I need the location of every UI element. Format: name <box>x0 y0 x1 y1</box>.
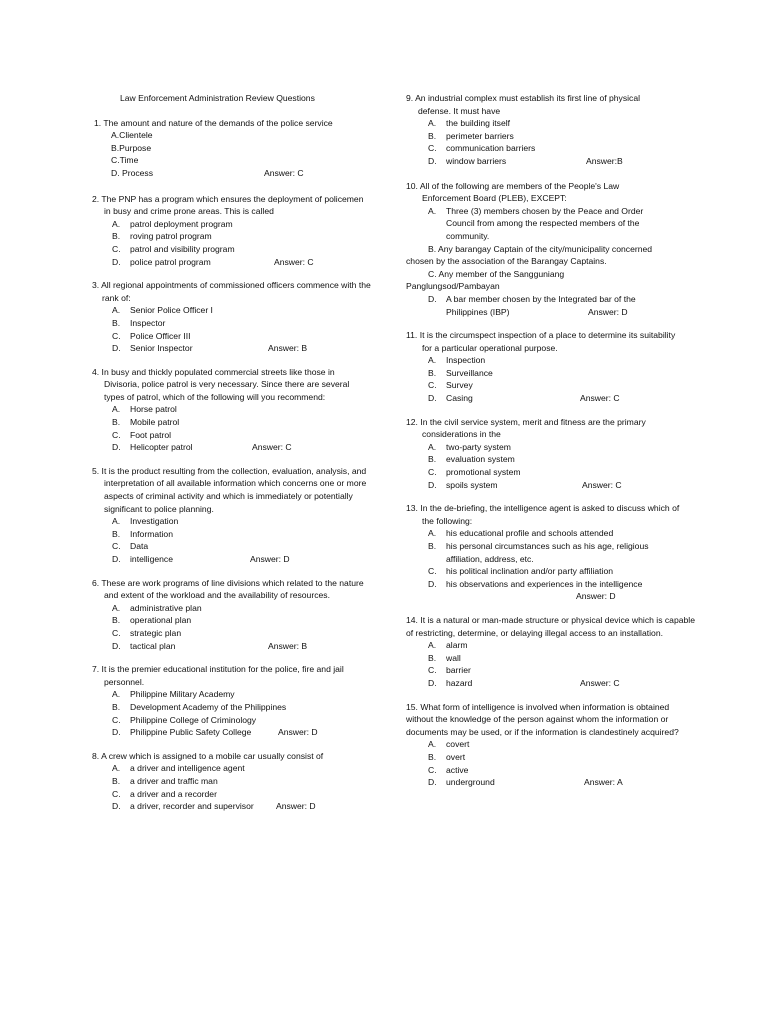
option-text: Senior Inspector <box>130 343 193 354</box>
option-d <box>92 800 372 813</box>
question-text: 2. The PNP has a program which ensures the deployment of policemen in busy and crime prone areas. This is called <box>92 193 364 217</box>
option-text: patrol and visibility program <box>130 243 235 254</box>
option-letter: B. <box>112 231 121 242</box>
question-1 <box>92 117 372 180</box>
option-text: his personal circumstances such as his age, religious affiliation, address, etc. <box>446 541 649 564</box>
option-text: evaluation system <box>446 454 515 465</box>
option-text: two-party system <box>446 441 511 452</box>
option-b <box>92 775 372 788</box>
option-letter: A. <box>112 602 121 613</box>
option-letter: A. <box>428 739 437 750</box>
option-text: his political inclination and/or party affiliation <box>446 566 614 577</box>
option-text: Information <box>130 528 173 539</box>
option-a <box>92 403 372 416</box>
option-text: Philippine Public Safety College <box>130 727 252 738</box>
option-text: operational plan <box>130 615 192 626</box>
question-text: 15. What form of intelligence is involved when information is obtained without the knowledge of the person against whom the information or documents may be used, or if the information is clandestinely acquired? <box>406 701 679 737</box>
option-letter: B. <box>428 243 437 254</box>
option-letter: C. <box>428 143 437 154</box>
option-letter: B. <box>112 615 121 626</box>
option-text: Survey <box>446 380 473 391</box>
option-letter: A. <box>112 218 121 229</box>
answer-label: Answer: D <box>250 554 290 564</box>
option-letter: C. <box>428 268 437 279</box>
option-letter: A. <box>428 118 437 129</box>
option-text: his observations and experiences in the intelligence <box>446 578 643 589</box>
option-text: a driver and intelligence agent <box>130 763 245 774</box>
option-c <box>92 330 372 343</box>
option-text: Clientele <box>119 130 153 141</box>
option-text: Time <box>119 155 139 166</box>
option-letter: D. <box>428 155 437 166</box>
option-text: barrier <box>446 665 471 676</box>
option-text: a driver and a recorder <box>130 788 217 799</box>
option-text: tactical plan <box>130 640 176 651</box>
option-letter: D. <box>112 343 121 354</box>
option-text: spoils system <box>446 479 498 490</box>
option-b <box>406 130 696 143</box>
option-d <box>406 677 696 690</box>
option-c <box>92 788 372 801</box>
option-letter: A. <box>111 130 120 141</box>
option-a <box>92 688 372 701</box>
option-a <box>92 515 372 528</box>
option-letter: C. <box>428 665 437 676</box>
option-text: promotional system <box>446 467 521 478</box>
question-text: 3. All regional appointments of commissioned officers commence with the rank of: <box>92 280 371 303</box>
option-text: a driver, recorder and supervisor <box>130 801 254 812</box>
option-letter: D. <box>112 442 121 453</box>
question-text: 14. It is a natural or man-made structure or physical device which is capable of restricting, determine, or delaying illegal access to an installation. <box>406 614 695 638</box>
option-text: administrative plan <box>130 602 202 613</box>
option-letter: D. <box>112 727 121 738</box>
option-letter: A. <box>112 516 121 527</box>
option-letter: B. <box>112 701 121 712</box>
question-11 <box>406 329 696 405</box>
option-letter: C. <box>428 566 437 577</box>
option-b <box>406 540 684 565</box>
option-text: Inspector <box>130 317 166 328</box>
option-b <box>92 317 372 330</box>
option-letter: D. <box>428 677 437 688</box>
option-b <box>92 528 372 541</box>
answer-label: Answer: C <box>274 256 314 267</box>
option-text: Purpose <box>119 142 152 153</box>
option-letter: D. <box>428 479 437 490</box>
option-b <box>406 751 696 764</box>
option-letter: B. <box>428 130 437 141</box>
option-letter: A. <box>428 640 437 651</box>
option-c <box>406 664 696 677</box>
option-text: police patrol program <box>130 256 211 267</box>
question-text: 12. In the civil service system, merit and fitness are the primary considerations in the <box>406 416 646 440</box>
option-a <box>406 738 696 751</box>
option-b <box>92 701 372 714</box>
option-letter: A. <box>112 305 121 316</box>
option-letter: D. <box>112 640 121 651</box>
question-text: 9. An industrial complex must establish its first line of physical defense. It must have <box>406 93 641 116</box>
question-7 <box>92 663 372 739</box>
question-text: 7. It is the premier educational institution for the police, fire and jail personnel. <box>92 664 344 687</box>
option-text: Any member of the Sangguniang Panglungsod/Pambayan <box>406 268 565 292</box>
option-text: Casing <box>446 393 473 404</box>
question-13 <box>406 502 696 603</box>
option-c <box>92 154 372 167</box>
option-letter: C. <box>428 380 437 391</box>
answer-label: Answer: B <box>268 640 308 651</box>
option-letter: D. <box>112 801 121 812</box>
option-text: hazard <box>446 677 473 688</box>
option-text: Process <box>121 167 154 178</box>
option-a <box>92 602 372 615</box>
answer-label: Answer: A <box>584 777 623 788</box>
answer-label: Answer: D <box>576 591 616 602</box>
option-text: active <box>446 764 469 775</box>
option-a <box>406 117 696 130</box>
option-text: underground <box>446 777 495 788</box>
question-text: 6. These are work programs of line divisions which related to the nature and extent of the workload and the availability of resources. <box>92 577 364 601</box>
option-text: window barriers <box>446 155 507 166</box>
question-text: 8. A crew which is assigned to a mobile car usually consist of <box>92 750 324 761</box>
option-b <box>406 367 696 380</box>
option-text: perimeter barriers <box>446 130 514 141</box>
document-title: Law Enforcement Administration Review Questions <box>120 93 315 103</box>
option-letter: C. <box>428 764 437 775</box>
option-text: Philippine Military Academy <box>130 689 235 700</box>
option-a <box>406 639 696 652</box>
option-letter: B. <box>112 528 121 539</box>
option-letter: D. <box>428 293 437 304</box>
option-letter: B. <box>428 454 437 465</box>
answer-label: Answer: D <box>276 801 316 812</box>
option-text: overt <box>446 751 466 762</box>
option-d <box>92 553 372 566</box>
option-text: Senior Police Officer I <box>130 305 213 316</box>
option-text: a driver and traffic man <box>130 775 218 786</box>
option-letter: B. <box>112 417 121 428</box>
answer-label: Answer: C <box>580 677 620 688</box>
answer-label: Answer: C <box>582 479 622 490</box>
question-text: 4. In busy and thickly populated commercial streets like those in Divisoria, police patrol is very necessary. Since there are several types of patrol, which of the following will you recommend: <box>92 366 350 402</box>
question-text: 5. It is the product resulting from the collection, evaluation, analysis, and interpretation of all available information which concerns one or more aspects of criminal activity and which is immediately or potentially significant to police planning. <box>92 465 367 514</box>
option-letter: D. <box>428 777 437 788</box>
option-b <box>406 243 668 268</box>
option-text: Helicopter patrol <box>130 442 193 453</box>
option-d <box>406 392 696 405</box>
option-c <box>406 142 696 155</box>
option-text: Surveillance <box>446 367 493 378</box>
option-letter: C. <box>112 714 121 725</box>
answer-label: Answer: C <box>264 167 304 178</box>
question-2 <box>92 193 372 269</box>
left-column <box>92 92 372 824</box>
option-c <box>92 429 372 442</box>
option-b <box>92 142 372 155</box>
option-letter: A. <box>428 205 437 216</box>
option-b <box>92 416 372 429</box>
option-a <box>92 129 372 142</box>
option-text: Development Academy of the Philippines <box>130 701 287 712</box>
question-4 <box>92 366 372 454</box>
option-text: intelligence <box>130 554 173 564</box>
option-a <box>92 218 372 231</box>
option-letter: C. <box>112 788 121 799</box>
option-letter: B. <box>111 142 120 153</box>
option-text: Three (3) members chosen by the Peace and Order Council from among the respected members of the community. <box>446 205 644 241</box>
question-text: 11. It is the circumspect inspection of a place to determine its suitability for a particular operational purpose. <box>406 330 676 353</box>
question-15 <box>406 701 696 789</box>
question-text: 1. The amount and nature of the demands of the police service <box>94 117 333 128</box>
option-letter: C. <box>112 541 121 552</box>
option-d <box>92 640 372 653</box>
option-letter: C. <box>112 330 121 341</box>
right-column <box>406 92 696 800</box>
option-letter: B. <box>428 367 437 378</box>
option-a <box>406 205 668 243</box>
question-text: 13. In the de-briefing, the intelligence agent is asked to discuss which of the following: <box>406 503 680 526</box>
option-letter: C. <box>112 627 121 638</box>
question-8 <box>92 750 372 813</box>
option-c <box>406 466 696 479</box>
option-text: Foot patrol <box>130 429 172 440</box>
question-14 <box>406 614 696 690</box>
option-letter: A. <box>428 355 437 366</box>
question-5 <box>92 465 372 566</box>
option-c <box>406 268 606 293</box>
option-letter: D. <box>428 578 437 589</box>
option-d <box>406 776 696 789</box>
option-d <box>406 155 696 168</box>
option-d <box>92 342 372 355</box>
option-letter: D. <box>111 167 120 178</box>
option-text: wall <box>446 652 461 663</box>
option-text: his educational profile and schools attended <box>446 528 614 539</box>
option-c <box>92 540 372 553</box>
option-text: Horse patrol <box>130 404 177 415</box>
question-text: 10. All of the following are members of the People's Law Enforcement Board (PLEB), EXCEPT: <box>406 180 620 204</box>
option-c <box>406 379 696 392</box>
answer-label: Answer: B <box>268 343 308 354</box>
answer-label: Answer: C <box>580 393 620 404</box>
option-text: Philippine College of Criminology <box>130 714 257 725</box>
option-text: Investigation <box>130 516 179 527</box>
option-letter: A. <box>112 404 121 415</box>
option-b <box>406 652 696 665</box>
option-letter: A. <box>428 441 437 452</box>
option-d <box>406 479 696 492</box>
option-letter: B. <box>428 541 437 551</box>
option-c <box>406 565 696 578</box>
option-letter: B. <box>112 317 121 328</box>
question-9 <box>406 92 696 168</box>
option-text: Data <box>130 541 149 552</box>
answer-label: Answer: D <box>278 727 318 738</box>
option-text: roving patrol program <box>130 231 212 242</box>
option-letter: B. <box>428 652 437 663</box>
option-b <box>92 614 372 627</box>
option-d <box>92 256 372 269</box>
option-letter: A. <box>428 528 437 539</box>
question-12 <box>406 416 696 492</box>
option-letter: C. <box>112 243 121 254</box>
answer-label: Answer: C <box>252 442 292 453</box>
option-d <box>406 578 696 591</box>
option-d <box>406 293 662 318</box>
option-letter: D. <box>112 554 121 564</box>
option-letter: B. <box>428 751 437 762</box>
option-letter: D. <box>112 256 121 267</box>
option-text: Inspection <box>446 355 486 366</box>
option-text: communication barriers <box>446 143 536 154</box>
option-text: Mobile patrol <box>130 417 180 428</box>
option-text: the building itself <box>446 118 511 129</box>
option-letter: A. <box>112 763 121 774</box>
option-c <box>92 627 372 640</box>
option-text: Police Officer III <box>130 330 191 341</box>
option-a <box>406 441 696 454</box>
option-c <box>406 764 696 777</box>
answer-label: Answer:B <box>586 155 623 166</box>
option-letter: C. <box>111 155 120 166</box>
option-text: Any barangay Captain of the city/municipality concerned chosen by the association of the Barangay Captains. <box>406 243 653 267</box>
option-letter: D. <box>428 393 437 404</box>
option-text: patrol deployment program <box>130 218 233 229</box>
option-text: alarm <box>446 640 468 651</box>
option-b <box>406 453 696 466</box>
option-letter: C. <box>428 467 437 478</box>
question-3 <box>92 279 372 355</box>
option-b <box>92 230 372 243</box>
option-d <box>92 167 372 180</box>
option-text: covert <box>446 739 470 750</box>
question-6 <box>92 577 372 653</box>
option-letter: C. <box>112 429 121 440</box>
option-a <box>406 527 696 540</box>
option-c <box>92 243 372 256</box>
option-letter: A. <box>112 689 121 700</box>
option-a <box>92 762 372 775</box>
option-text: A bar member chosen by the Integrated bar of the Philippines (IBP) <box>446 293 636 317</box>
option-letter: B. <box>112 775 121 786</box>
option-a <box>92 304 372 317</box>
option-d <box>92 726 372 739</box>
option-c <box>92 714 372 727</box>
option-d <box>92 441 372 454</box>
answer-label: Answer: D <box>588 306 628 317</box>
option-a <box>406 354 696 367</box>
question-10 <box>406 180 696 319</box>
option-text: strategic plan <box>130 627 182 638</box>
